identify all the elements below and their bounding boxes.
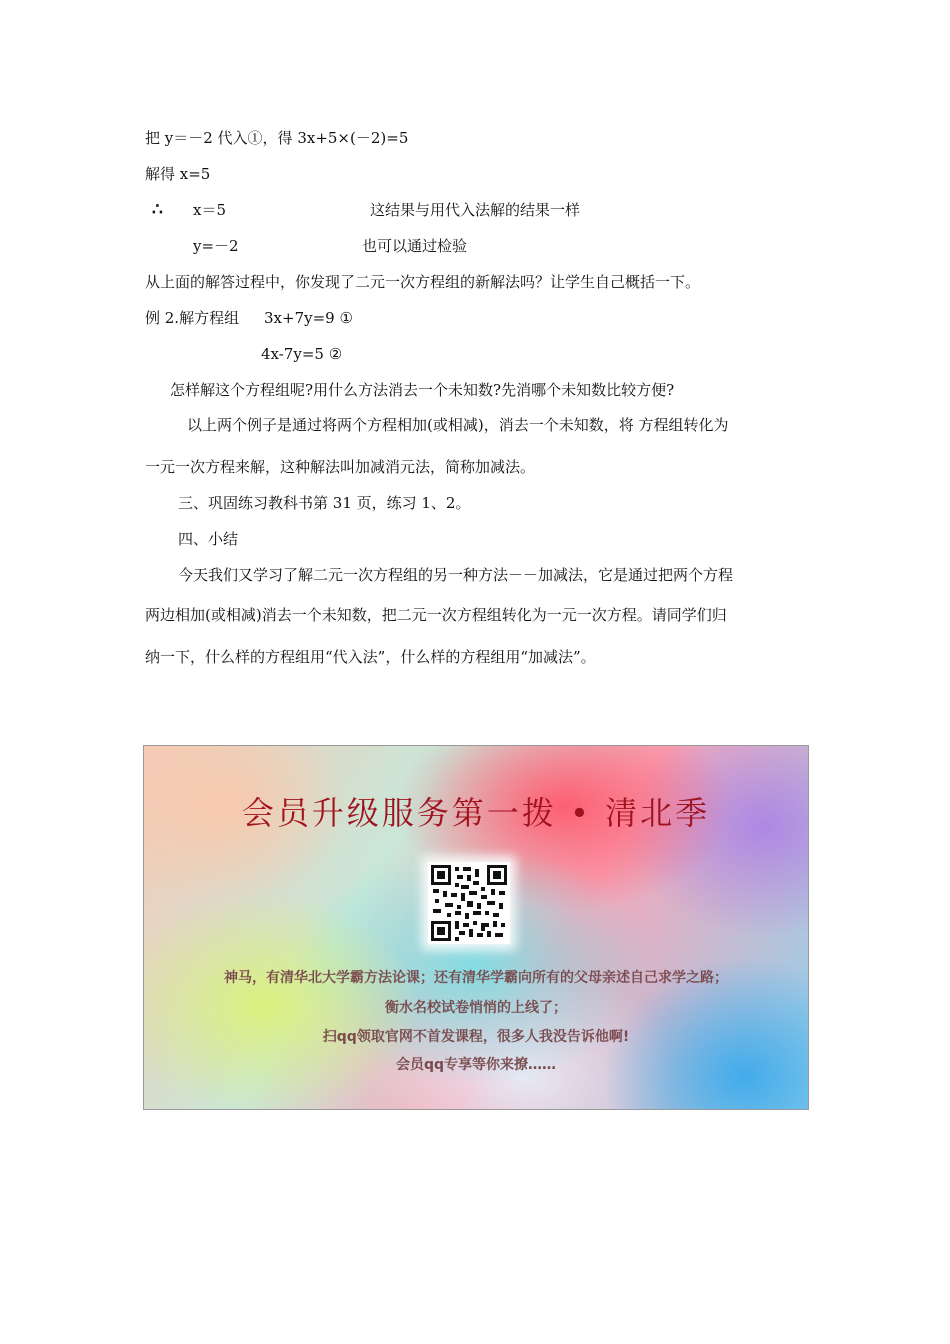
- text-line-discovery: 从上面的解答过程中，你发现了二元一次方程组的新解法吗？让学生自己概括一下。: [145, 273, 701, 291]
- text-line-conclusion-3: 纳一下，什么样的方程组用“代入法”，什么样的方程组用“加减法”。: [145, 648, 596, 666]
- text-line-conclusion-1: 今天我们又学习了解二元一次方程组的另一种方法－－加减法，它是通过把两个方程: [178, 566, 734, 584]
- text-line-same-result: 这结果与用代入法解的结果一样: [370, 201, 581, 219]
- section-summary-heading: 四、小结: [178, 530, 239, 548]
- text-line-summary-2: 一元一次方程来解，这种解法叫加减消元法，简称加减法。: [145, 458, 536, 476]
- example-2-label: 例 2.解方程组: [145, 309, 240, 327]
- qr-code-icon[interactable]: [428, 862, 510, 944]
- text-line-check: 也可以通过检验: [362, 237, 468, 255]
- text-line-solve-x: 解得 x=5: [145, 165, 211, 183]
- text-line-summary-1: 以上两个例子是通过将两个方程相加(或相减)，消去一个未知数，将 方程组转化为: [187, 416, 729, 434]
- solution-x: x＝5: [193, 201, 227, 219]
- banner-title: 会员升级服务第一拨 • 清北季: [241, 794, 711, 832]
- promo-line-1: 神马，有清华北大学霸方法论课；还有清华学霸向所有的父母亲述自己求学之路；: [224, 970, 728, 986]
- therefore-symbol: ∴: [152, 200, 163, 220]
- equation-1: 3x+7y=9 ①: [264, 309, 353, 327]
- text-line-question: 怎样解这个方程组呢?用什么方法消去一个未知数?先消哪个未知数比较方便?: [170, 381, 675, 399]
- promo-line-4: 会员qq专享等你来撩……: [395, 1057, 557, 1073]
- equation-2: 4x-7y=5 ②: [261, 345, 343, 363]
- solution-y: y=－2: [193, 237, 239, 255]
- text-line-substitute: 把 y＝－2 代入①，得 3x+5×(－2)=5: [145, 129, 409, 147]
- promo-banner: [143, 745, 809, 1110]
- promo-line-2: 衡水名校试卷悄悄的上线了；: [385, 1000, 567, 1016]
- section-practice: 三、巩固练习教科书第 31 页，练习 1、2。: [178, 494, 471, 512]
- promo-line-3: 扫qq领取官网不首发课程，很多人我没告诉他啊!: [322, 1029, 630, 1045]
- text-line-conclusion-2: 两边相加(或相减)消去一个未知数，把二元一次方程组转化为一元一次方程。请同学们归: [145, 606, 727, 624]
